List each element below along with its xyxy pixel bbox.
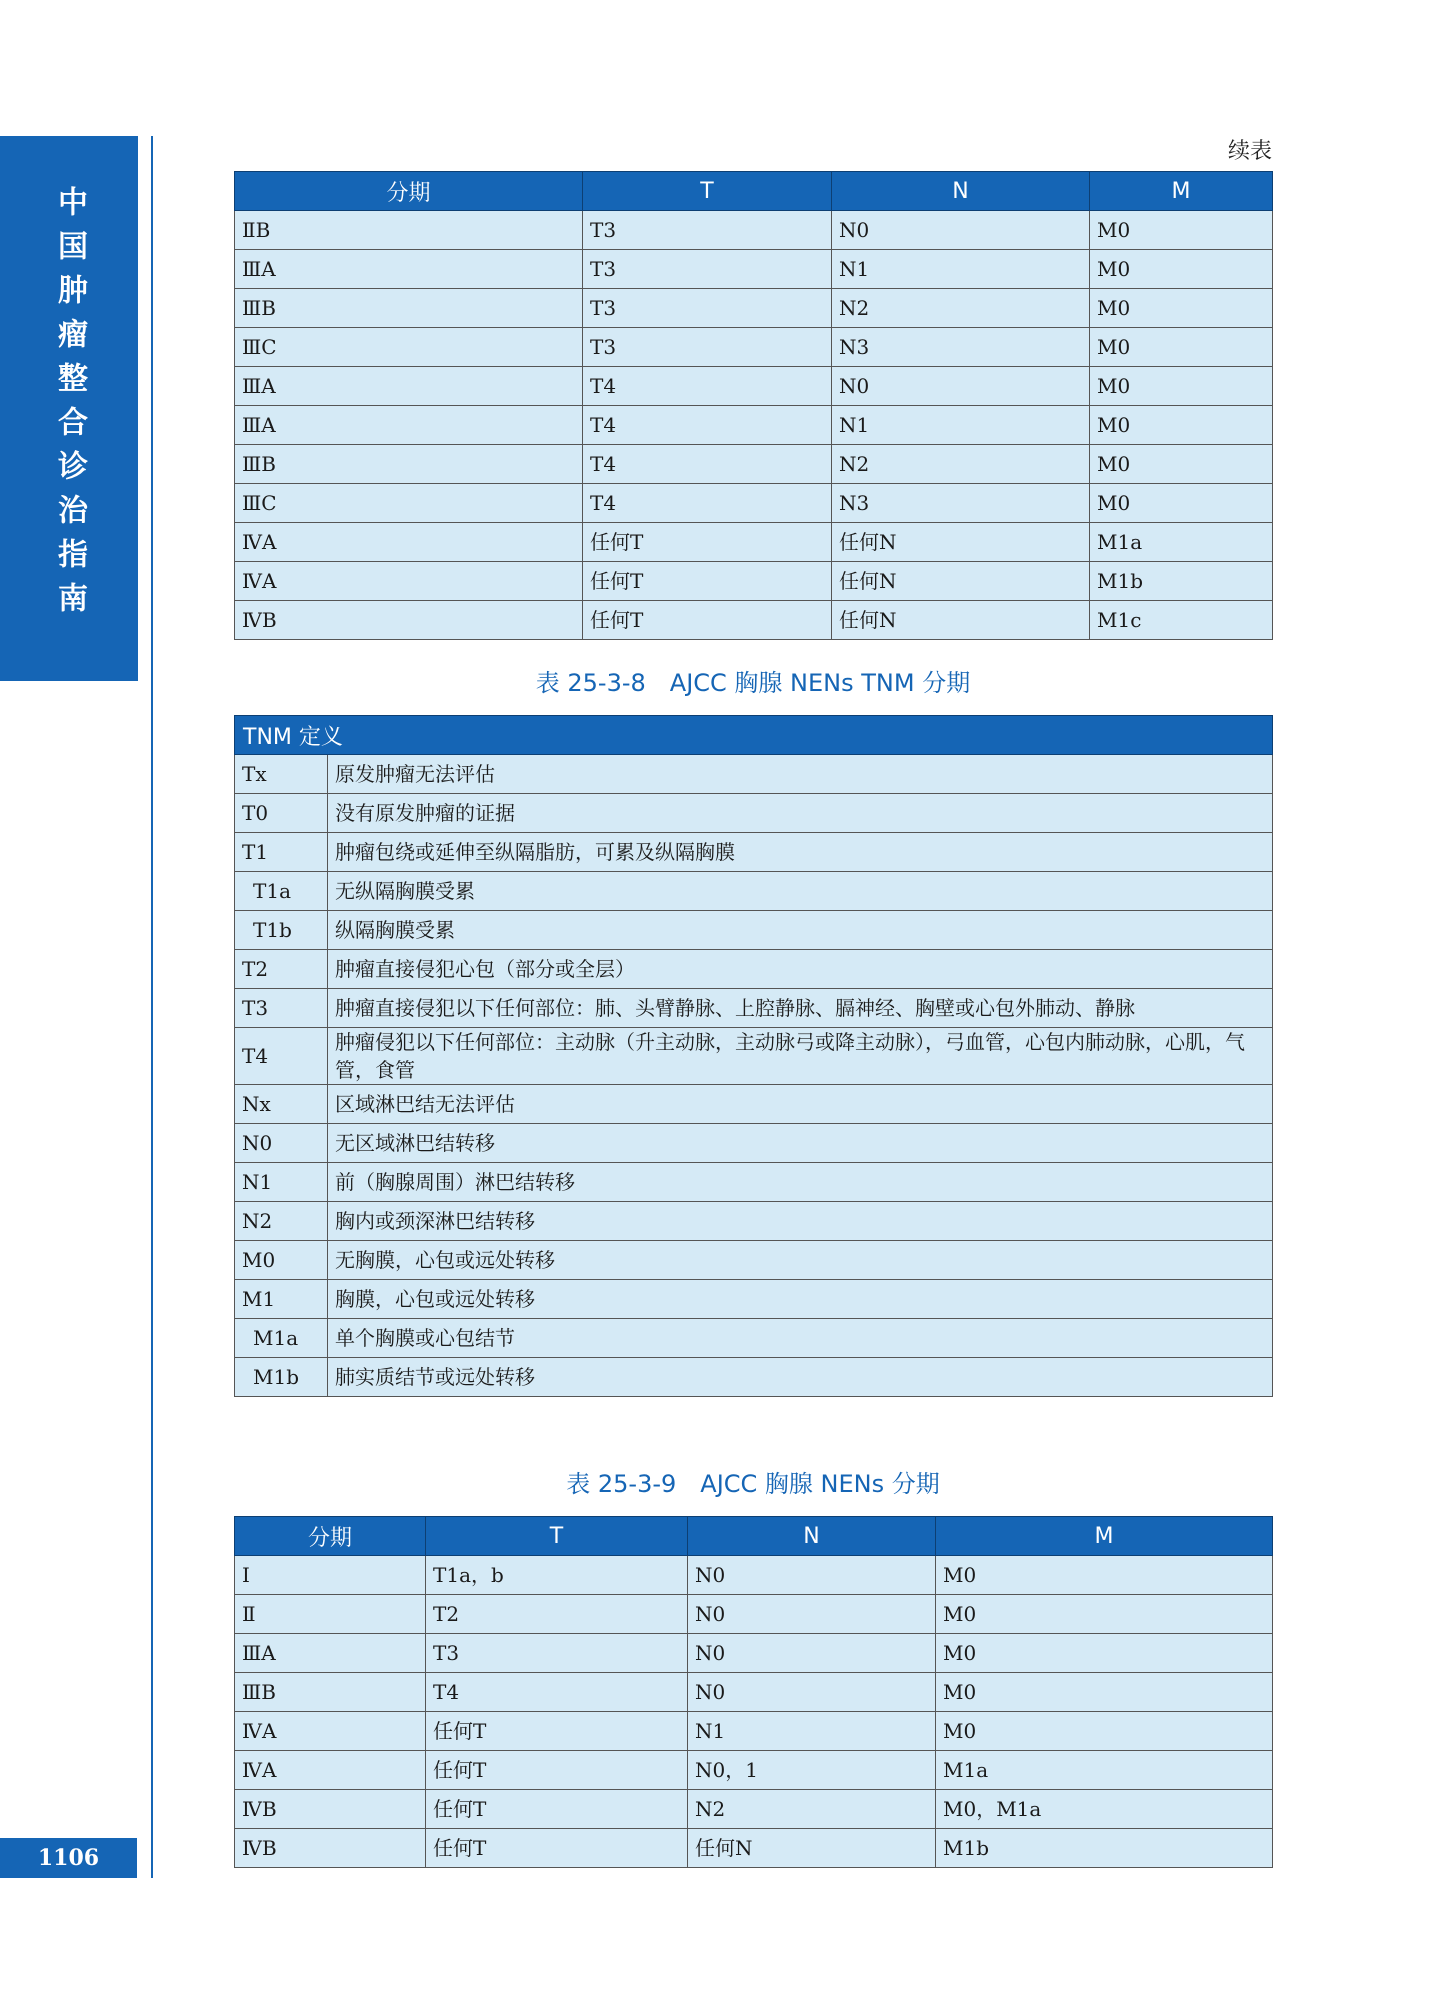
table-cell: T3 <box>583 250 832 289</box>
table-row <box>235 794 1273 833</box>
table-cell: 任何T <box>426 1712 688 1751</box>
tnm-definition-cell: 肿瘤侵犯以下任何部位：主动脉（升主动脉，主动脉弓或降主动脉），弓血管，心包内肺动脉，心肌，气管，食管 <box>328 1028 1273 1085</box>
table-row <box>235 1829 1273 1868</box>
table-cell: T2 <box>426 1595 688 1634</box>
table-cell: M0 <box>1090 367 1273 406</box>
table-cell: 任何N <box>832 562 1090 601</box>
table-cell: ⅣA <box>235 523 583 562</box>
table-cell: ⅣB <box>235 1829 426 1868</box>
table-header-cell: N <box>832 172 1090 211</box>
table-cell: ⅣA <box>235 562 583 601</box>
table-cell: T3 <box>583 328 832 367</box>
table-header-cell: TNM 定义 <box>235 716 1273 755</box>
tnm-code-cell: M1b <box>235 1358 328 1397</box>
table-cell: ⅣB <box>235 601 583 640</box>
tnm-code-cell: M1 <box>235 1280 328 1319</box>
table-header-cell: M <box>1090 172 1273 211</box>
table-cell: N0 <box>832 367 1090 406</box>
table-row <box>235 1319 1273 1358</box>
table-row <box>235 1712 1273 1751</box>
table-cell: N0 <box>688 1556 936 1595</box>
table-row <box>235 1202 1273 1241</box>
table-cell: N0，1 <box>688 1751 936 1790</box>
table-cell: M0 <box>936 1712 1273 1751</box>
table-cell: M1c <box>1090 601 1273 640</box>
table-row <box>235 1163 1273 1202</box>
table-header-cell: 分期 <box>235 1517 426 1556</box>
table-cell: 任何T <box>426 1790 688 1829</box>
tnm-definition-cell: 区域淋巴结无法评估 <box>328 1085 1273 1124</box>
table-row <box>235 911 1273 950</box>
tnm-definition-cell: 无纵隔胸膜受累 <box>328 872 1273 911</box>
tnm-definition-cell: 肺实质结节或远处转移 <box>328 1358 1273 1397</box>
table-cell: M0 <box>1090 445 1273 484</box>
table-row <box>235 1556 1273 1595</box>
table-cell: ⅢB <box>235 445 583 484</box>
table-cell: ⅢA <box>235 1634 426 1673</box>
tnm-code-cell: T0 <box>235 794 328 833</box>
table-cell: ⅣB <box>235 1790 426 1829</box>
table-cell: ⅢB <box>235 1673 426 1712</box>
tnm-definition-cell: 肿瘤包绕或延伸至纵隔脂肪，可累及纵隔胸膜 <box>328 833 1273 872</box>
table-cell: ⅢC <box>235 484 583 523</box>
table-cell: 任何T <box>426 1829 688 1868</box>
table-cell: 任何T <box>583 601 832 640</box>
tnm-definition-cell: 胸内或颈深淋巴结转移 <box>328 1202 1273 1241</box>
tnm-definition-cell: 无胸膜，心包或远处转移 <box>328 1241 1273 1280</box>
table-row <box>235 1634 1273 1673</box>
table-cell: Ⅱ <box>235 1595 426 1634</box>
table-row <box>235 445 1273 484</box>
table-cell: M1b <box>936 1829 1273 1868</box>
tnm-code-cell: T4 <box>235 1028 328 1085</box>
table-cell: 任何T <box>426 1751 688 1790</box>
table-row <box>235 1673 1273 1712</box>
table-header-cell: M <box>936 1517 1273 1556</box>
table-row <box>235 289 1273 328</box>
sidebar-rule <box>151 136 153 1878</box>
tnm-definition-cell: 肿瘤直接侵犯以下任何部位：肺、头臂静脉、上腔静脉、膈神经、胸壁或心包外肺动、静脉 <box>328 989 1273 1028</box>
tnm-definition-cell: 胸膜，心包或远处转移 <box>328 1280 1273 1319</box>
tnm-definition-cell: 前（胸腺周围）淋巴结转移 <box>328 1163 1273 1202</box>
tnm-code-cell: T2 <box>235 950 328 989</box>
table-cell: M0 <box>936 1556 1273 1595</box>
table-caption-25-3-8: 表 25-3-8 AJCC 胸腺 NENs TNM 分期 <box>535 669 971 697</box>
table-cell: M0，M1a <box>936 1790 1273 1829</box>
tnm-code-cell: M0 <box>235 1241 328 1280</box>
sidebar-band <box>0 136 138 681</box>
table-cell: M1a <box>936 1751 1273 1790</box>
table-header-cell: 分期 <box>235 172 583 211</box>
tnm-definition-cell: 没有原发肿瘤的证据 <box>328 794 1273 833</box>
table-header-row <box>235 172 1273 211</box>
table-cell: N1 <box>832 406 1090 445</box>
table-cell: T4 <box>426 1673 688 1712</box>
table-row <box>235 1595 1273 1634</box>
table-header-cell: N <box>688 1517 936 1556</box>
table-cell: T1a，b <box>426 1556 688 1595</box>
table-row <box>235 1028 1273 1085</box>
staging-table <box>234 1516 1273 1868</box>
table-header-row <box>235 716 1273 755</box>
table-cell: M0 <box>1090 328 1273 367</box>
table-cell: ⅣA <box>235 1751 426 1790</box>
table-row <box>235 328 1273 367</box>
tnm-definition-table <box>234 715 1273 1397</box>
table-cell: N2 <box>832 445 1090 484</box>
tnm-code-cell: T1b <box>235 911 328 950</box>
table-cell: T3 <box>583 289 832 328</box>
tnm-code-cell: T1a <box>235 872 328 911</box>
tnm-definition-cell: 肿瘤直接侵犯心包（部分或全层） <box>328 950 1273 989</box>
table-row <box>235 1790 1273 1829</box>
table-header-cell: T <box>426 1517 688 1556</box>
table-cell: ⅢA <box>235 250 583 289</box>
table-cell: N0 <box>832 211 1090 250</box>
tnm-code-cell: N2 <box>235 1202 328 1241</box>
table-cell: M0 <box>1090 484 1273 523</box>
table-cell: N0 <box>688 1634 936 1673</box>
table-row <box>235 1241 1273 1280</box>
table-row <box>235 523 1273 562</box>
table-header-row <box>235 1517 1273 1556</box>
table-cell: M0 <box>1090 250 1273 289</box>
continued-label: 续表 <box>1227 139 1272 164</box>
table-cell: N2 <box>832 289 1090 328</box>
table-cell: T4 <box>583 445 832 484</box>
table-row <box>235 755 1273 794</box>
table-row <box>235 950 1273 989</box>
table-cell: T4 <box>583 367 832 406</box>
table-cell: N3 <box>832 484 1090 523</box>
table-cell: 任何N <box>832 601 1090 640</box>
table-cell: ⅢA <box>235 367 583 406</box>
staging-table-continued <box>234 171 1273 640</box>
tnm-definition-cell: 无区域淋巴结转移 <box>328 1124 1273 1163</box>
table-cell: N1 <box>688 1712 936 1751</box>
table-row <box>235 1751 1273 1790</box>
table-cell: M1b <box>1090 562 1273 601</box>
table-cell: ⅢA <box>235 406 583 445</box>
table-cell: N0 <box>688 1595 936 1634</box>
table-cell: T3 <box>426 1634 688 1673</box>
tnm-definition-cell: 原发肿瘤无法评估 <box>328 755 1273 794</box>
table-row <box>235 1280 1273 1319</box>
tnm-definition-cell: 单个胸膜或心包结节 <box>328 1319 1273 1358</box>
table-row <box>235 833 1273 872</box>
table-cell: ⅢB <box>235 289 583 328</box>
table-cell: ⅡB <box>235 211 583 250</box>
table-cell: N0 <box>688 1673 936 1712</box>
table-cell: T4 <box>583 484 832 523</box>
table-cell: 任何N <box>832 523 1090 562</box>
tnm-code-cell: M1a <box>235 1319 328 1358</box>
table-cell: 任何T <box>583 523 832 562</box>
table-cell: M0 <box>936 1595 1273 1634</box>
table-row <box>235 406 1273 445</box>
table-row <box>235 484 1273 523</box>
tnm-code-cell: N0 <box>235 1124 328 1163</box>
table-header-cell: T <box>583 172 832 211</box>
table-cell: M0 <box>1090 289 1273 328</box>
table-cell: M0 <box>1090 211 1273 250</box>
tnm-code-cell: Nx <box>235 1085 328 1124</box>
table-row <box>235 1085 1273 1124</box>
table-row <box>235 250 1273 289</box>
table-cell: N3 <box>832 328 1090 367</box>
table-row <box>235 1358 1273 1397</box>
page-number: 1106 <box>0 1838 137 1878</box>
table-row <box>235 989 1273 1028</box>
tnm-code-cell: N1 <box>235 1163 328 1202</box>
table-row <box>235 211 1273 250</box>
tnm-code-cell: T3 <box>235 989 328 1028</box>
table-row <box>235 601 1273 640</box>
table-cell: 任何T <box>583 562 832 601</box>
table-cell: N1 <box>832 250 1090 289</box>
table-row <box>235 367 1273 406</box>
table-cell: T4 <box>583 406 832 445</box>
table-cell: Ⅰ <box>235 1556 426 1595</box>
table-cell: N2 <box>688 1790 936 1829</box>
book-title: 中国肿瘤整合诊治指南 <box>52 186 87 626</box>
tnm-definition-cell: 纵隔胸膜受累 <box>328 911 1273 950</box>
table-cell: 任何N <box>688 1829 936 1868</box>
tnm-code-cell: T1 <box>235 833 328 872</box>
table-cell: M0 <box>1090 406 1273 445</box>
table-row <box>235 872 1273 911</box>
table-cell: M1a <box>1090 523 1273 562</box>
tnm-code-cell: Tx <box>235 755 328 794</box>
table-row <box>235 1124 1273 1163</box>
table-cell: T3 <box>583 211 832 250</box>
table-cell: M0 <box>936 1634 1273 1673</box>
table-cell: ⅣA <box>235 1712 426 1751</box>
table-cell: ⅢC <box>235 328 583 367</box>
table-caption-25-3-9: 表 25-3-9 AJCC 胸腺 NENs 分期 <box>566 1470 940 1498</box>
table-cell: M0 <box>936 1673 1273 1712</box>
table-row <box>235 562 1273 601</box>
